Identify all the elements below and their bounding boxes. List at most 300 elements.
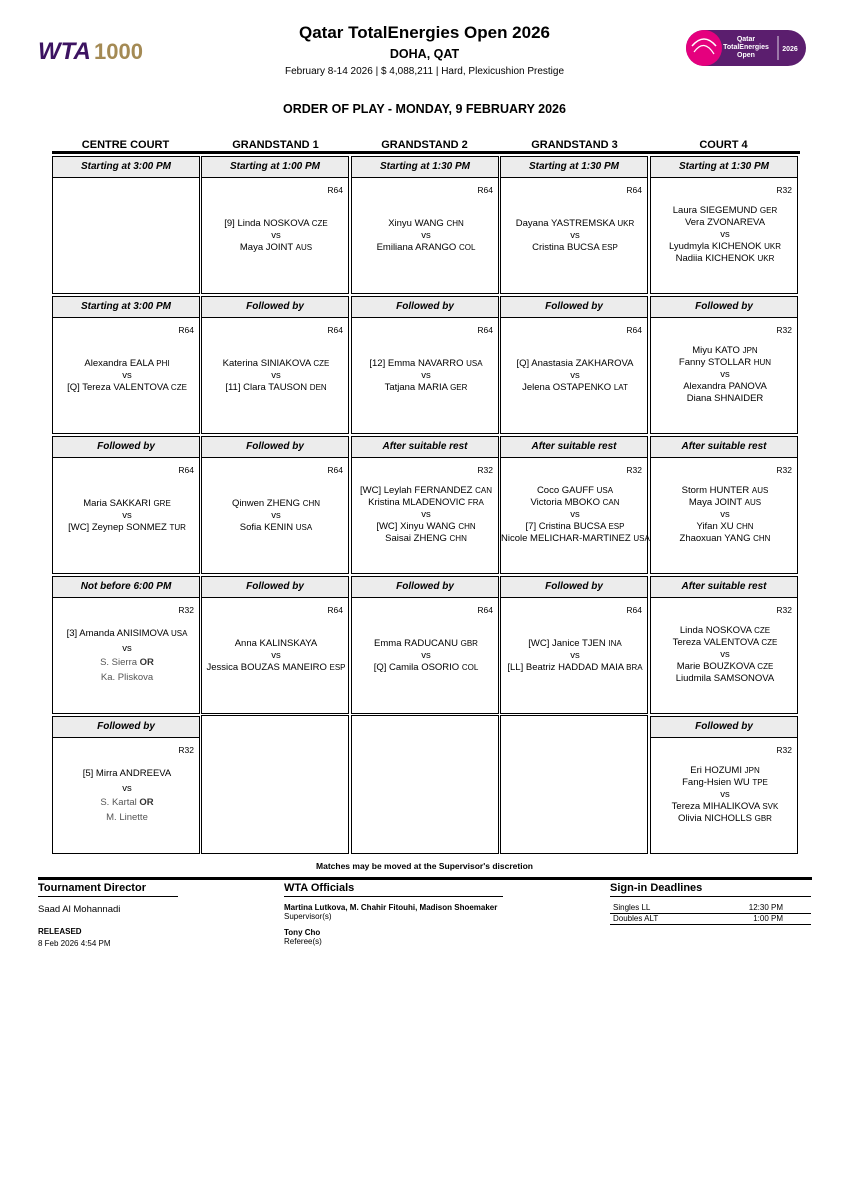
player-line [352, 485, 500, 497]
player-line [501, 382, 649, 394]
player-line [651, 381, 799, 393]
match-players [202, 498, 350, 534]
start-time-label: Starting at 1:30 PM [651, 157, 797, 178]
match-cell [351, 576, 499, 714]
player-name: M. Linette [106, 811, 148, 823]
player-line [651, 533, 799, 545]
player-line [651, 497, 799, 509]
player-name: Olivia NICHOLLS [678, 813, 755, 824]
match-cell [52, 576, 200, 714]
player-line [651, 813, 799, 825]
player-name: [Q] Anastasia ZAKHAROVA [516, 358, 634, 369]
player-name: [9] Linda NOSKOVA [224, 218, 312, 229]
match-cell [52, 716, 200, 854]
start-time-label: Followed by [202, 297, 348, 318]
player-name: Storm HUNTER [681, 485, 752, 496]
nationality-code: CHN [446, 219, 464, 228]
player-name: Alexandra PANOVA [683, 381, 767, 392]
versus-label [352, 650, 500, 662]
nationality-code: USA [596, 486, 614, 495]
nationality-code: DEN [309, 383, 327, 392]
nationality-code: COL [461, 663, 479, 672]
player-name: Victoria MBOKO [530, 497, 603, 508]
tournament-header [200, 22, 649, 79]
player-name: [WC] Zeynep SONMEZ [68, 522, 170, 533]
nationality-code: USA [466, 359, 483, 368]
court-header: GRANDSTAND 2 [381, 139, 468, 151]
match-players [501, 638, 649, 674]
empty-cell [500, 715, 648, 854]
player-line [352, 497, 500, 509]
player-name: [WC] Janice TJEN [528, 638, 609, 649]
versus-label [651, 509, 799, 521]
match-players [352, 358, 500, 394]
director-heading: Tournament Director [38, 882, 146, 894]
match-players [651, 625, 799, 685]
match-players [651, 345, 799, 405]
round-label: R64 [477, 325, 493, 335]
versus-text: vs [271, 510, 281, 521]
player-line [202, 662, 350, 674]
player-name: [WC] Xinyu WANG [376, 521, 459, 532]
versus-label [202, 510, 350, 522]
match-cell [52, 156, 200, 294]
start-time-label: Starting at 3:00 PM [53, 157, 199, 178]
versus-label [53, 510, 201, 522]
player-line [352, 662, 500, 674]
versus-text: vs [271, 650, 281, 661]
round-label: R64 [477, 185, 493, 195]
start-time-label: Followed by [53, 717, 199, 738]
match-cell [351, 296, 499, 434]
match-cell [500, 296, 648, 434]
player-line [651, 357, 799, 369]
versus-label [501, 509, 649, 521]
player-line [352, 358, 500, 370]
player-line [651, 625, 799, 637]
player-line [202, 358, 350, 370]
match-players [501, 358, 649, 394]
round-label: R64 [626, 185, 642, 195]
player-line [352, 533, 500, 545]
deadline-time: 1:00 PM [753, 914, 783, 923]
grid-top-rule [52, 151, 800, 154]
player-line [202, 498, 350, 510]
nationality-code: FRA [467, 498, 484, 507]
player-name: Maya JOINT [239, 242, 296, 253]
nationality-code: ESP [608, 522, 625, 531]
svg-text:TotalEnergies: TotalEnergies [723, 44, 769, 51]
player-line [352, 242, 500, 254]
player-name: Marie BOUZKOVA [676, 661, 758, 672]
nationality-code: AUS [744, 498, 762, 507]
order-of-play-title: ORDER OF PLAY - MONDAY, 9 FEBRUARY 2026 [283, 102, 566, 116]
player-name: [LL] Beatriz HADDAD MAIA [507, 662, 627, 673]
player-line [651, 241, 799, 253]
player-name: Yifan XU [696, 521, 737, 532]
match-players [352, 638, 500, 674]
director-underline [38, 896, 178, 897]
svg-text:2026: 2026 [782, 46, 798, 53]
player-name: Vera ZVONAREVA [684, 217, 766, 228]
match-cell [201, 296, 349, 434]
player-name: Ka. Pliskova [100, 671, 154, 683]
nationality-code: JPN [742, 346, 758, 355]
nationality-code: CAN [475, 486, 492, 495]
round-label: R64 [626, 325, 642, 335]
start-time-label: Followed by [352, 577, 498, 598]
match-cell [351, 156, 499, 294]
versus-label [352, 509, 500, 521]
match-cell [650, 576, 798, 714]
nationality-code: GBR [460, 639, 478, 648]
versus-text: vs [720, 229, 730, 240]
versus-label [651, 789, 799, 801]
versus-label [501, 230, 649, 242]
nationality-code: TPE [752, 778, 768, 787]
player-line [501, 662, 649, 674]
player-name: Dayana YASTREMSKA [515, 218, 618, 229]
versus-label [53, 370, 201, 382]
player-line [651, 253, 799, 265]
versus-text: vs [570, 509, 580, 520]
start-time-label: Starting at 1:30 PM [352, 157, 498, 178]
versus-label [352, 370, 500, 382]
round-label: R32 [477, 465, 493, 475]
player-name: Saisai ZHENG [385, 533, 450, 544]
player-line [651, 521, 799, 533]
versus-text: vs [122, 510, 132, 521]
player-name: Tatjana MARIA [384, 382, 451, 393]
versus-text: vs [271, 230, 281, 241]
start-time-label: Followed by [202, 437, 348, 458]
player-name: Fang-Hsien WU [682, 777, 753, 788]
player-name: Diana SHNAIDER [686, 393, 764, 404]
round-label: R64 [327, 605, 343, 615]
player-line [501, 533, 649, 545]
versus-text: vs [720, 369, 730, 380]
player-line [651, 393, 799, 405]
player-name: Jelena OSTAPENKO [522, 382, 614, 393]
director-name: Saad Al Mohannadi [38, 904, 121, 915]
round-label: R32 [776, 465, 792, 475]
versus-label [501, 650, 649, 662]
round-label: R64 [178, 465, 194, 475]
player-line [501, 218, 649, 230]
player-line [651, 485, 799, 497]
player-line [53, 522, 201, 534]
tournament-location: DOHA, QAT [389, 47, 460, 61]
player-line [53, 498, 201, 510]
footer-rule [38, 877, 812, 880]
match-players [352, 218, 500, 254]
player-line [651, 673, 799, 685]
player-line [501, 638, 649, 650]
nationality-code: AUS [295, 243, 313, 252]
alternate-player-line [53, 656, 201, 671]
round-label: R32 [626, 465, 642, 475]
nationality-code: CHN [449, 534, 467, 543]
player-name: [WC] Leylah FERNANDEZ [360, 485, 476, 496]
player-name: Cristina BUCSA [532, 242, 602, 253]
wta-logo-1000: 1000 [94, 39, 143, 64]
round-label: R32 [776, 745, 792, 755]
player-name: [3] Amanda ANISIMOVA [66, 628, 171, 639]
deadline-type: Doubles ALT [613, 914, 659, 923]
player-name: Tereza MIHALIKOVA [671, 801, 763, 812]
match-cell [500, 436, 648, 574]
versus-text: vs [570, 370, 580, 381]
match-cell [500, 576, 648, 714]
versus-text: vs [421, 230, 431, 241]
nationality-code: SVK [762, 802, 779, 811]
svg-text:Qatar: Qatar [736, 36, 756, 43]
player-line [501, 358, 649, 370]
player-name: Liudmila SAMSONOVA [675, 673, 775, 684]
nationality-code: CZE [754, 626, 771, 635]
referee-role: Referee(s) [284, 937, 322, 946]
player-line [651, 765, 799, 777]
match-players [651, 485, 799, 545]
match-cell [650, 156, 798, 294]
nationality-code: BRA [626, 663, 643, 672]
nationality-code: UKR [764, 242, 782, 251]
start-time-label: Followed by [352, 297, 498, 318]
player-line [352, 521, 500, 533]
versus-label [352, 230, 500, 242]
round-label: R32 [776, 185, 792, 195]
nationality-code: COL [458, 243, 476, 252]
deadline-type: Singles LL [613, 903, 651, 912]
player-line [501, 485, 649, 497]
player-name: Miyu KATO [692, 345, 743, 356]
versus-text: vs [421, 370, 431, 381]
versus-text: vs [720, 509, 730, 520]
nationality-code: AUS [751, 486, 769, 495]
match-cell [500, 156, 648, 294]
supervisor-note: Matches may be moved at the Supervisor's discretion [316, 861, 533, 871]
or-label: OR [139, 657, 154, 668]
start-time-label: After suitable rest [651, 437, 797, 458]
empty-cell [201, 715, 349, 854]
player-name: Xinyu WANG [388, 218, 447, 229]
event-logo [684, 28, 808, 68]
player-name: Emma RADUCANU [374, 638, 461, 649]
versus-text: vs [570, 650, 580, 661]
start-time-label: Followed by [651, 717, 797, 738]
round-label: R32 [178, 605, 194, 615]
versus-label [202, 370, 350, 382]
player-name: [7] Cristina BUCSA [525, 521, 609, 532]
round-label: R64 [327, 185, 343, 195]
match-cell [52, 296, 200, 434]
start-time-label: Starting at 1:30 PM [501, 157, 647, 178]
empty-cell [351, 715, 499, 854]
match-players [53, 767, 201, 825]
nationality-code: UKR [757, 254, 775, 263]
player-line [501, 242, 649, 254]
nationality-code: CHN [753, 534, 771, 543]
versus-text: vs [421, 650, 431, 661]
start-time-label: Starting at 1:00 PM [202, 157, 348, 178]
nationality-code: USA [633, 534, 650, 543]
player-line [651, 661, 799, 673]
nationality-code: CAN [602, 498, 620, 507]
deadline-time: 12:30 PM [748, 903, 783, 912]
nationality-code: LAT [613, 383, 628, 392]
player-name: Alexandra EALA [84, 358, 157, 369]
player-name: Zhaoxuan YANG [679, 533, 754, 544]
player-line [651, 345, 799, 357]
tournament-title: Qatar TotalEnergies Open 2026 [299, 23, 550, 42]
match-cell [650, 716, 798, 854]
svg-text:Open: Open [737, 52, 755, 59]
nationality-code: GBR [754, 814, 772, 823]
match-cell [201, 576, 349, 714]
start-time-label: Followed by [202, 577, 348, 598]
player-name: Coco GAUFF [536, 485, 597, 496]
versus-text: vs [122, 370, 132, 381]
player-name: [Q] Tereza VALENTOVA [67, 382, 171, 393]
nationality-code: GRE [153, 499, 171, 508]
player-line [53, 767, 201, 782]
nationality-code: ESP [601, 243, 618, 252]
player-line [651, 637, 799, 649]
match-players [53, 498, 201, 534]
match-players [202, 638, 350, 674]
match-players [501, 218, 649, 254]
player-name: Jessica BOUZAS MANEIRO [206, 662, 330, 673]
player-line [651, 217, 799, 229]
player-line [651, 777, 799, 789]
versus-text: vs [421, 509, 431, 520]
alternate-player-line [53, 811, 201, 826]
player-line [651, 205, 799, 217]
nationality-code: HUN [753, 358, 772, 367]
nationality-code: ESP [329, 663, 346, 672]
player-line [202, 218, 350, 230]
start-time-label: Followed by [501, 297, 647, 318]
nationality-code: PHI [156, 359, 170, 368]
start-time-label: Starting at 3:00 PM [53, 297, 199, 318]
released-label: RELEASED [38, 927, 82, 936]
player-line [651, 801, 799, 813]
deadline-row [610, 913, 811, 925]
court-header: CENTRE COURT [81, 139, 170, 151]
player-name: Kristina MLADENOVIC [368, 497, 468, 508]
nationality-code: INA [608, 639, 622, 648]
supervisors-names: Martina Lutkova, M. Chahir Fitouhi, Madison Shoemaker [284, 903, 498, 912]
player-name: Lyudmyla KICHENOK [668, 241, 765, 252]
player-line [202, 242, 350, 254]
player-name: S. Kartal OR [100, 797, 154, 808]
wta-logo-mark: WTA [38, 38, 91, 65]
player-name: Laura SIEGEMUND [672, 205, 760, 216]
player-line [501, 497, 649, 509]
supervisor-role: Supervisor(s) [284, 912, 332, 921]
player-name: Qinwen ZHENG [231, 498, 303, 509]
start-time-label: After suitable rest [651, 577, 797, 598]
match-players [53, 627, 201, 685]
versus-text: vs [570, 230, 580, 241]
player-name: Maria SAKKARI [83, 498, 154, 509]
player-line [53, 382, 201, 394]
versus-label [202, 230, 350, 242]
nationality-code: CZE [170, 383, 187, 392]
versus-label [53, 782, 201, 797]
nationality-code: USA [170, 629, 188, 638]
nationality-code: GER [450, 383, 468, 392]
officials-heading: WTA Officials [284, 882, 355, 894]
player-name: Anna KALINSKAYA [234, 638, 318, 649]
nationality-code: USA [295, 523, 313, 532]
nationality-code: CHN [458, 522, 476, 531]
nationality-code: CZE [761, 638, 778, 647]
round-label: R64 [477, 605, 493, 615]
nationality-code: TUR [169, 523, 186, 532]
start-time-label: Followed by [53, 437, 199, 458]
versus-label [53, 642, 201, 657]
nationality-code: CHN [302, 499, 321, 508]
match-players [202, 218, 350, 254]
released-date: 8 Feb 2026 4:54 PM [38, 939, 111, 948]
versus-label [202, 650, 350, 662]
player-name: Nicole MELICHAR-MARTINEZ [501, 533, 634, 544]
referee-name: Tony Cho [284, 928, 321, 937]
player-line [202, 522, 350, 534]
player-line [352, 638, 500, 650]
player-name: [Q] Camila OSORIO [373, 662, 462, 673]
player-name: Katerina SINIAKOVA [222, 358, 314, 369]
player-name: Nadiia KICHENOK [675, 253, 758, 264]
match-cell [201, 436, 349, 574]
versus-label [501, 370, 649, 382]
round-label: R64 [327, 465, 343, 475]
start-time-label: After suitable rest [501, 437, 647, 458]
player-line [53, 358, 201, 370]
nationality-code: UKR [617, 219, 635, 228]
round-label: R32 [178, 745, 194, 755]
player-line [501, 521, 649, 533]
player-name: Eri HOZUMI [690, 765, 745, 776]
player-line [202, 638, 350, 650]
nationality-code: JPN [744, 766, 760, 775]
player-line [352, 218, 500, 230]
player-name: Maya JOINT [688, 497, 745, 508]
round-label: R64 [178, 325, 194, 335]
signin-underline [610, 896, 811, 897]
officials-underline [284, 896, 503, 897]
match-cell [650, 296, 798, 434]
player-name: Sofia KENIN [239, 522, 296, 533]
match-cell [201, 156, 349, 294]
court-header: GRANDSTAND 3 [531, 139, 618, 151]
versus-text: vs [720, 789, 730, 800]
nationality-code: CHN [736, 522, 754, 531]
player-name: [5] Mirra ANDREEVA [82, 768, 172, 779]
player-name: Emiliana ARANGO [376, 242, 459, 253]
round-label: R32 [776, 605, 792, 615]
player-line [53, 627, 201, 642]
start-time-label: Followed by [651, 297, 797, 318]
nationality-code: CZE [757, 662, 774, 671]
signin-heading: Sign-in Deadlines [610, 882, 703, 894]
wta-1000-logo [38, 36, 148, 66]
alternate-player-line [53, 671, 201, 686]
match-players [202, 358, 350, 394]
versus-text: vs [271, 370, 281, 381]
start-time-label: Not before 6:00 PM [53, 577, 199, 598]
